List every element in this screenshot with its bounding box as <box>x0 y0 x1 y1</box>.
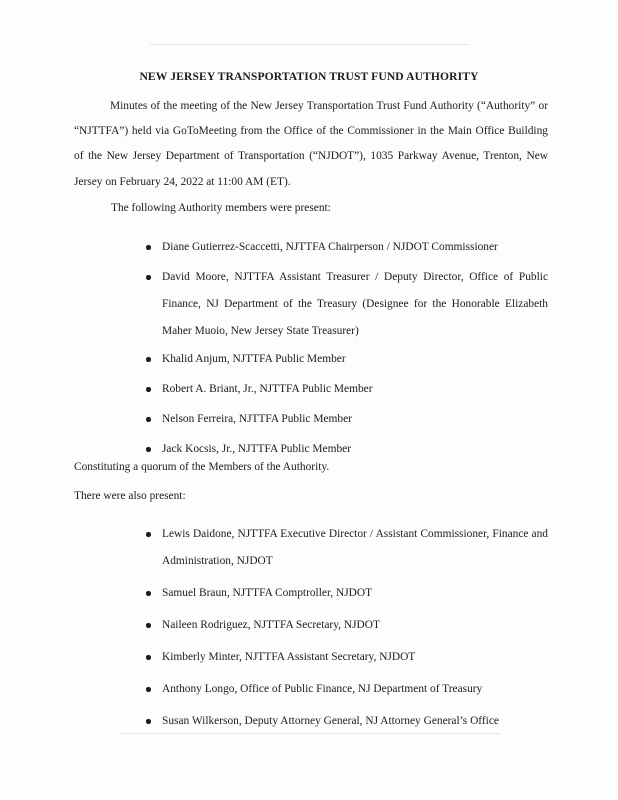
bullet-icon <box>146 275 151 280</box>
bullet-icon <box>146 687 151 692</box>
attendee-name: Samuel Braun, NJTTFA Comptroller, NJDOT <box>162 587 373 599</box>
attendee-name: Naileen Rodriguez, NJTTFA Secretary, NJDOT <box>162 619 380 631</box>
intro-paragraph: Minutes of the meeting of the New Jersey Transportation Trust Fund Authority (“Authority” or “NJTTFA”) held via GoToMeeting from the Office of the Commissioner in the Main Office Building of the New Jersey Department of Transportation (“NJDOT”), 1035 Parkway Avenue, Trenton, New Jersey on February 24, 2022 at 11:00 AM (ET). <box>74 100 548 188</box>
member-name: Nelson Ferreira, NJTTFA Public Member <box>162 413 352 425</box>
list-item <box>0 644 618 671</box>
list-item <box>0 521 618 575</box>
attendee-name: Lewis Daidone, NJTTFA Executive Director / Assistant Commissioner, Finance and Administration, NJDOT <box>162 528 548 567</box>
list-item <box>0 346 618 373</box>
member-name: Jack Kocsis, Jr., NJTTFA Public Member <box>162 443 351 455</box>
list-item <box>0 234 618 261</box>
list-item <box>0 376 618 403</box>
bullet-icon <box>146 447 151 452</box>
bullet-icon <box>146 655 151 660</box>
bullet-icon <box>146 719 151 724</box>
bullet-icon <box>146 623 151 628</box>
list-item <box>0 612 618 639</box>
list-item <box>0 708 618 735</box>
attendee-name: Susan Wilkerson, Deputy Attorney General, NJ Attorney General’s Office <box>162 715 499 727</box>
member-name: Diane Gutierrez-Scaccetti, NJTTFA Chairperson / NJDOT Commissioner <box>162 241 498 253</box>
member-name: Khalid Anjum, NJTTFA Public Member <box>162 353 346 365</box>
bullet-icon <box>146 245 151 250</box>
attendee-name: Anthony Longo, Office of Public Finance, NJ Department of Treasury <box>162 683 483 695</box>
list-item <box>0 406 618 433</box>
bullet-icon <box>146 532 151 537</box>
members-intro: The following Authority members were present: <box>111 202 331 214</box>
bullet-icon <box>146 387 151 392</box>
scan-artifact <box>150 44 470 45</box>
also-present-list <box>0 521 618 740</box>
bullet-icon <box>146 417 151 422</box>
attendee-name: Kimberly Minter, NJTTFA Assistant Secretary, NJDOT <box>162 651 416 663</box>
quorum-statement: Constituting a quorum of the Members of the Authority. <box>74 461 330 473</box>
member-name: David Moore, NJTTFA Assistant Treasurer / Deputy Director, Office of Public Finance, NJ Department of the Treasury (Designee for the Honorable Elizabeth Maher Muoio, New Jersey State Treasurer) <box>162 271 548 337</box>
bullet-icon <box>146 357 151 362</box>
bullet-icon <box>146 591 151 596</box>
members-list <box>0 234 618 466</box>
also-present-intro: There were also present: <box>74 490 186 502</box>
list-item <box>0 436 618 463</box>
document-title: NEW JERSEY TRANSPORTATION TRUST FUND AUTHORITY <box>139 70 479 83</box>
list-item <box>0 580 618 607</box>
list-item <box>0 676 618 703</box>
list-item <box>0 264 618 345</box>
member-name: Robert A. Briant, Jr., NJTTFA Public Member <box>162 383 373 395</box>
